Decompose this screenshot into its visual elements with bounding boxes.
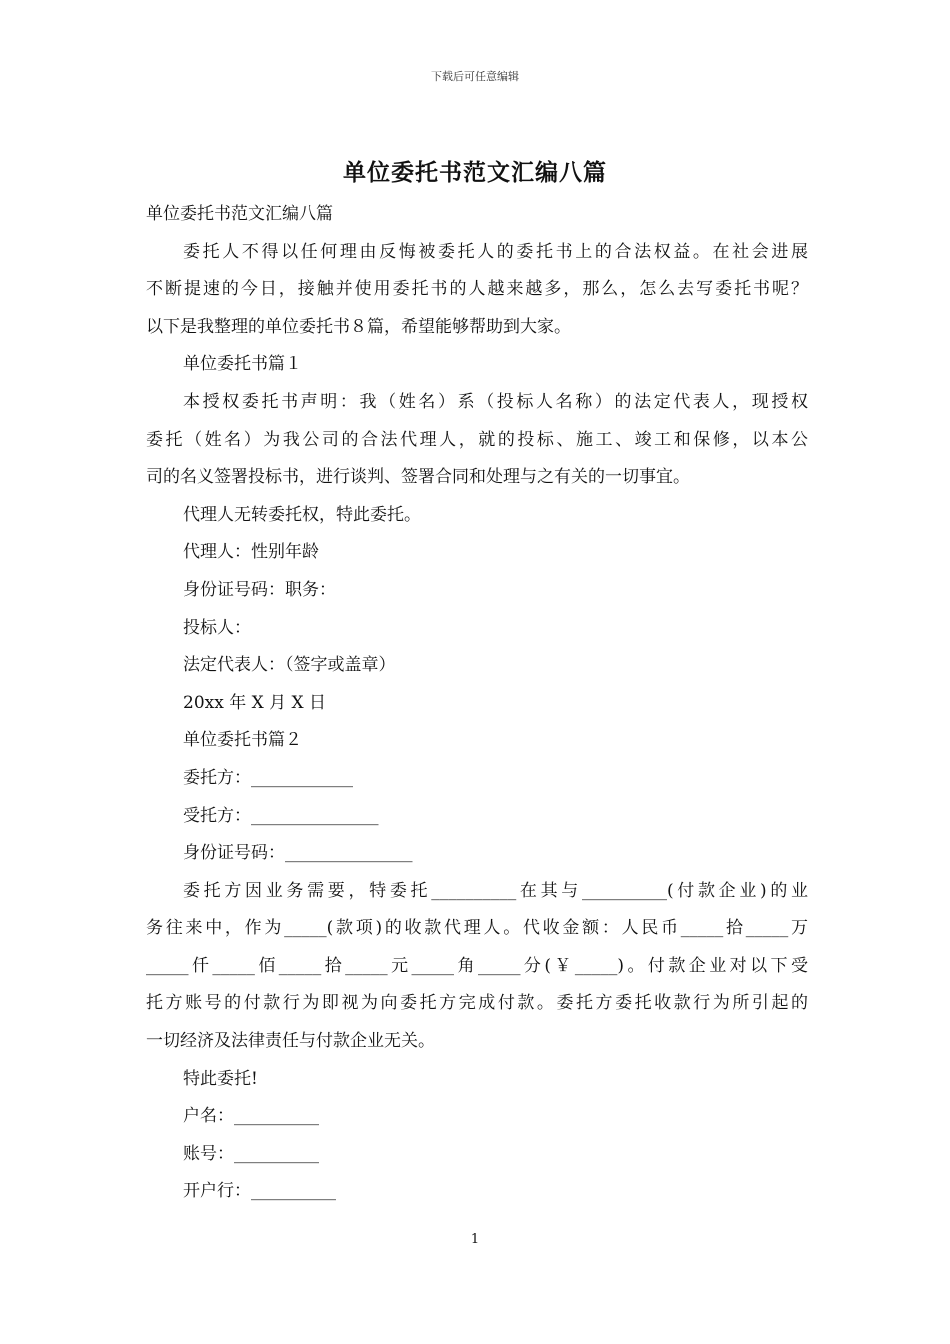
paragraph-line: 本授权委托书声明：我（姓名）系（投标人名称）的法定代表人，现授权: [183, 391, 808, 412]
section-heading: 单位委托书篇１: [183, 354, 302, 375]
form-field-line: 代理人：性别年龄: [183, 542, 319, 563]
paragraph-line: 托方账号的付款行为即视为向委托方完成付款。委托方委托收款行为所引起的: [146, 993, 808, 1014]
form-field-line: 受托方：_______________: [183, 805, 379, 826]
paragraph-line: 司的名义签署投标书，进行谈判、签署合同和处理与之有关的一切事宜。: [146, 467, 690, 488]
paragraph-line: 委托（姓名）为我公司的合法代理人，就的投标、施工、竣工和保修，以本公: [146, 429, 808, 450]
paragraph-line: 代理人无转委托权，特此委托。: [183, 504, 421, 525]
form-field-line: 法定代表人：（签字或盖章）: [183, 655, 396, 676]
paragraph-line: 特此委托!: [183, 1068, 258, 1089]
document-body: [146, 196, 808, 1211]
form-field-line: 委托方：____________: [183, 767, 353, 788]
paragraph-line: 不断提速的今日，接触并使用委托书的人越来越多，那么，怎么去写委托书呢？: [146, 279, 808, 300]
download-note: 下载后可任意编辑: [431, 70, 519, 83]
paragraph-line: 一切经济及法律责任与付款企业无关。: [146, 1031, 435, 1052]
subtitle-line: 单位委托书范文汇编八篇: [146, 204, 333, 224]
paragraph-line: 以下是我整理的单位委托书８篇，希望能够帮助到大家。: [146, 316, 571, 337]
paragraph-line: _____仟_____佰_____拾_____元_____角_____分(￥_____)。付款企业对以下受: [146, 955, 808, 976]
form-field-line: 账号：__________: [183, 1143, 319, 1164]
form-field-line: 身份证号码：职务：: [183, 579, 336, 600]
paragraph-line: 委托人不得以任何理由反悔被委托人的委托书上的合法权益。在社会进展: [183, 241, 808, 262]
section-heading: 单位委托书篇２: [183, 730, 302, 751]
paragraph-line: 委托方因业务需要，特委托__________在其与__________(付款企业)的业: [183, 880, 808, 901]
form-field-line: 身份证号码：_______________: [183, 843, 413, 864]
form-field-line: 开户行：__________: [183, 1181, 336, 1202]
date-line: 20xx 年 X 月 X 日: [183, 692, 327, 713]
paragraph-line: 务往来中，作为_____(款项)的收款代理人。代收金额：人民币_____拾_____万: [146, 918, 808, 939]
form-field-line: 户名：__________: [183, 1106, 319, 1127]
page-number: 1: [470, 1232, 480, 1247]
form-field-line: 投标人：: [183, 617, 251, 638]
document-title: 单位委托书范文汇编八篇: [343, 159, 607, 186]
